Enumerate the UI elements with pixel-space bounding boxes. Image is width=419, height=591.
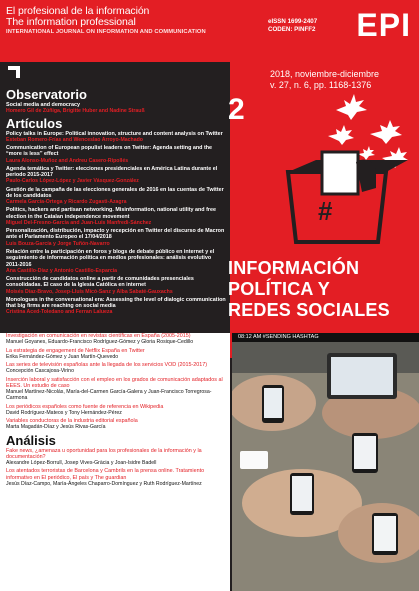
toc-article-authors: Erika Fernández-Gómez y Juan Martín-Quevedo [6, 353, 119, 360]
toc-article-title: Agenda temática y Twitter: elecciones presidenciales en América Latina durante el periodo 2015-2017 [6, 165, 218, 179]
bird-icon [328, 125, 354, 145]
corner-chevron-icon [6, 64, 22, 80]
toc-article-authors: Esteban Romero-Frías and Wenceslao Arroyo-Machado [6, 136, 143, 143]
toc-article-authors: Luis Bouza-García y Jorge Tuñón-Navarro [6, 240, 110, 247]
toc-article-title: Los atentados terroristas de Barcelona y Cambrils en la prensa online. Tratamiento informativo en El periódico, El país y The guardian [6, 468, 205, 481]
toc-article-authors: Concepción Cascajosa-Virino [6, 368, 74, 375]
issue-meta [270, 69, 379, 91]
masthead [6, 6, 206, 37]
headline-line-3: REDES SOCIALES [228, 300, 390, 320]
table-of-contents-light [6, 333, 224, 489]
toc-article-title: La estrategia de engagement de Netflix España en Twitter [6, 347, 145, 354]
issue-volume: v. 27, n. 6, pp. 1168-1376 [270, 80, 372, 90]
toc-article-title: Fake news, ¿amenaza u oportunidad para los profesionales de la información y la documentación? [6, 447, 202, 460]
toc-article-authors: Carmela García-Ortega y Ricardo Zugasti-Azagra [6, 199, 127, 206]
coden: CODEN: PINFF2 [268, 26, 316, 33]
toc-article-title: Politics, hackers and partisan networking. Misinformation, national utility and free election in the Catalan independence movement [6, 207, 216, 220]
bird-icon [358, 146, 375, 160]
table-of-contents-dark [6, 88, 226, 318]
toc-article-title: Monologues in the conversational era: Assessing the level of dialogic communication that big firms are reaching on social media [6, 296, 226, 310]
bird-icon [370, 120, 402, 144]
cover-headline [228, 258, 390, 321]
toc-article-authors: Miguel Del-Fresno-García and Juan-Luis Manfredi-Sánchez [6, 219, 152, 226]
ballot-paper [322, 152, 358, 194]
toc-article-authors: Moisés Díaz-Bravo, Josep-Lluís Micó-Sanz y Alba Sabaté-Gauxachs [6, 288, 173, 295]
toc-article-authors: Homero Gil de Zúñiga, Brigitte Huber and Nadine Strauß [6, 108, 145, 115]
toc-article-title: Personalización, distribución, impacto y recepción en Twitter del discurso de Macron ante el Parlamento Europeo el 17/04/2018 [6, 228, 225, 241]
epi-logo: EPI [356, 7, 411, 43]
photo-hashtag-banner: 08:12 AM #SENDING HASHTAG [232, 333, 419, 342]
toc-article-authors: Manuel Goyanes, Eduardo-Francisco Rodríguez-Gómez y Gloria Rosique-Cedillo [6, 339, 194, 346]
toc-article-title: Inserción laboral y satisfacción con el empleo en los grados de comunicación adaptados al EEES. Un estudio de caso [6, 376, 223, 389]
issn-block [268, 18, 317, 34]
toc-section-heading: Observatorio [6, 87, 87, 102]
issue-date: 2018, noviembre-diciembre [270, 69, 380, 79]
people-with-phones-photo [232, 333, 419, 591]
toc-article-authors: Cristina Aced-Toledano and Ferran Lalueza [6, 309, 113, 316]
toc-article-authors: Laura Alonso-Muñoz and Andreu Casero-Ripollés [6, 157, 129, 164]
toc-article-title: Policy talks in Europe: Political innovation, structure and content analysis on Twitter [6, 130, 223, 137]
headline-line-2: POLÍTICA Y [228, 279, 331, 299]
toc-article-authors: Paulo-Carlos López-López y Javier Vásquez-González [6, 178, 139, 185]
bird-icon [336, 94, 367, 120]
toc-article-authors: Alexandre López-Borrull, Josep Vives-Gràcia y Joan-Isidre Badell [6, 460, 157, 467]
toc-article-authors: Manuel Martínez-Nicolás, María-del-Carmen García-Galera y Juan-Francisco Torregrosa-Carmona [6, 389, 212, 402]
masthead-line-1: El profesional de la información [6, 5, 150, 17]
hash-symbol: # [318, 196, 333, 226]
toc-article-authors: David Rodríguez-Mateos y Tony Hernández-Pérez [6, 409, 122, 416]
toc-article-title: Relación entre la participación en foros y blogs de debate público en internet y el seguimiento de información política en medios profesionales: análisis evolutivo 2011-2016 [6, 248, 215, 268]
toc-article-title: Investigación en comunicación en revistas científicas en España (2005-2015) [6, 333, 191, 339]
masthead-line-2: The information professional [6, 16, 136, 28]
masthead-line-3: INTERNATIONAL JOURNAL ON INFORMATION AND COMMUNICATION [6, 29, 206, 35]
cover-photo [232, 333, 419, 591]
toc-section-heading: Análisis [6, 432, 56, 448]
toc-article-title: Gestión de la campaña de las elecciones generales de 2016 en las cuentas de Twitter de los candidatos [6, 186, 224, 199]
toc-article-title: Social media and democracy [6, 102, 81, 108]
toc-article-authors: Marta Magadán-Díaz y Jesús Rivas-García [6, 424, 106, 431]
headline-line-1: INFORMACIÓN [228, 258, 360, 278]
toc-article-title: Communication of European populist leaders on Twitter: Agenda setting and the “more is less” effect [6, 145, 213, 158]
eissn: eISSN 1699-2407 [268, 18, 318, 25]
toc-section-heading: Artículos [6, 115, 63, 131]
toc-article-title: Construcción de candidatos online a partir de comunidades presenciales consolidadas. El caso de la Iglesia Católica en internet [6, 276, 194, 289]
toc-article-title: Los periódicos españoles como fuente de referencia en Wikipedia [6, 403, 164, 410]
toc-article-authors: Ana Castillo-Díaz y Antonio Castillo-Esparcia [6, 267, 118, 274]
toc-article-title: Variables conductoras de la industria editorial española [6, 418, 138, 424]
toc-article-authors: Jesús Díaz-Campo, María-Ángeles Chaparro-Domínguez y Ruth Rodríguez-Martínez [6, 480, 202, 487]
issue-number: 2 [228, 93, 245, 126]
ballot-box-illustration [258, 92, 416, 252]
toc-article-title: Las series de televisión españolas ante la llegada de los servicios VOD (2015-2017) [6, 362, 208, 368]
